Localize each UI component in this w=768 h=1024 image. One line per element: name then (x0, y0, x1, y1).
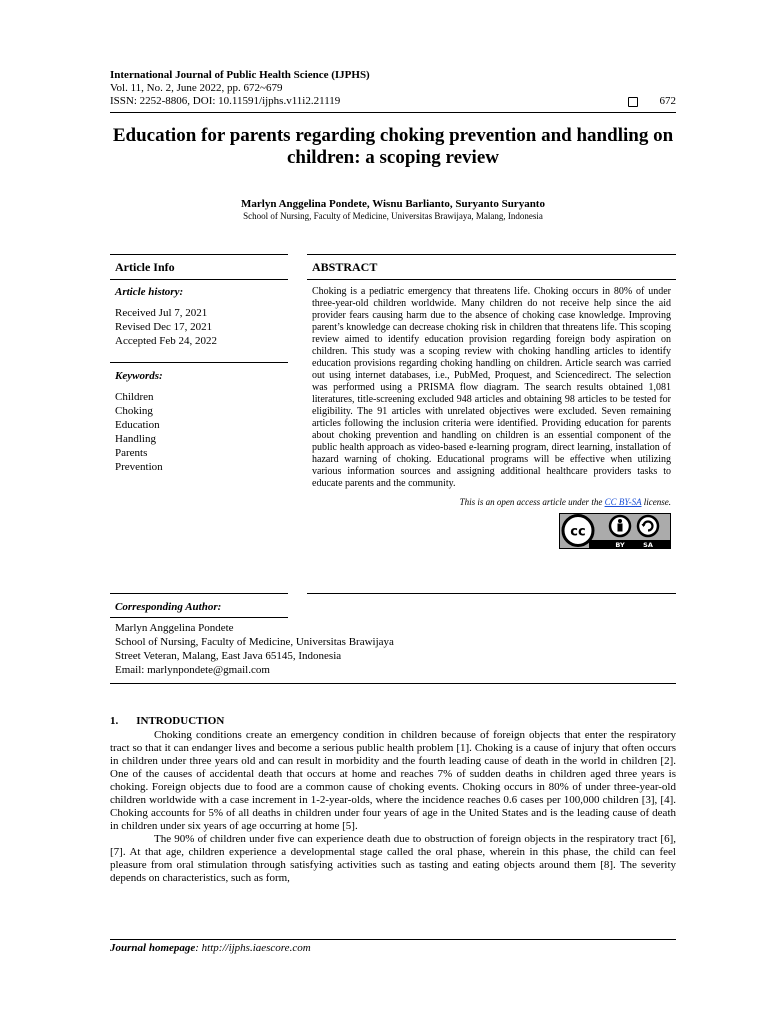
keywords-heading: Keywords: (115, 370, 163, 382)
keyword-item: Prevention (115, 461, 163, 473)
article-info-column (110, 254, 288, 474)
footer-divider (110, 939, 676, 940)
license-note (307, 490, 676, 507)
page-number: 672 (659, 95, 676, 107)
keyword-item: Parents (115, 447, 148, 459)
abstract-text: Choking is a pediatric emergency that threatens life. Choking occurs in 80% of under three-year-old children worldwide. Many children do not receive help since the aid provider fears causing harm due to the absence of choking case knowledge. Improving parent’s knowledge can decrease choking risk in children that threatens life. This scoping review aimed to identify education provision regarding foreign body aspiration on children. This study was a scoping review with choking handling articles to identify education provisions regarding choking handling on children. Article search was carried out using internet databases, i.e., PubMed, Proquest, and Sciencedirect. The selection was performed using a PRISMA flow diagram. The search results obtained 1,081 literatures, title-screening excluded 948 articles and obtaining 98 articles to be tested for eligibility. The 91 articles with unrelated objectives were excluded. Seven remaining articles following the inclusion criteria were identified. Providing education for parents about choking prevention and handling on children is an essential component of the public health approach as video-based e-learning program, direct learning, installation of hazard warning of choking. Educational programs will be effective when utilizing various information sources and assigning additional healthcare providers tasks to educate parents and the community. (312, 286, 671, 489)
journal-footer (110, 942, 311, 954)
article-info-heading: Article Info (115, 260, 175, 274)
cc-by-sa-badge-icon[interactable] (559, 513, 671, 549)
author-list: Marlyn Anggelina Pondete, Wisnu Barlianto, Suryanto Suryanto (241, 198, 545, 210)
introduction-section (110, 715, 676, 885)
corresponding-author (110, 597, 676, 677)
affiliation: School of Nursing, Faculty of Medicine, Universitas Brawijaya, Malang, Indonesia (243, 211, 543, 221)
section-number: 1. (110, 715, 119, 727)
keyword-list (110, 388, 288, 474)
author-email: Email: marlynpondete@gmail.com (115, 664, 270, 676)
intro-paragraph-2: The 90% of children under five can experience death due to obstruction of foreign objects in the respiratory tract [6], [7]. At that age, children experience a developmental stage called the oral phase, wherein in this phase, the child can feel pleasure from oral stimulation through satisfying activities such as tasting and eating objects around them [8]. The severity depends on characteristics, such as form, (110, 833, 676, 884)
keyword-item: Children (115, 391, 154, 403)
issn-doi: ISSN: 2252-8806, DOI: 10.11591/ijphs.v11i2.21119 (110, 95, 341, 107)
revised-date: Revised Dec 17, 2021 (115, 321, 213, 333)
svg-text:cc: cc (570, 524, 586, 540)
corresponding-divider (110, 683, 676, 684)
cc-sa-label: SA (643, 541, 653, 549)
paper-title: Education for parents regarding choking prevention and handling on children: a scoping review (112, 125, 674, 168)
journal-header (110, 69, 676, 108)
received-date: Received Jul 7, 2021 (115, 307, 208, 319)
keyword-item: Education (115, 419, 160, 431)
article-history (110, 304, 288, 348)
volume-info: Vol. 11, No. 2, June 2022, pp. 672~679 (110, 82, 283, 94)
cc-by-label: BY (615, 541, 625, 549)
keyword-item: Handling (115, 433, 156, 445)
intro-paragraph-1: Choking conditions create an emergency condition in children because of foreign objects that enter the respiratory tract so that it can endanger lives and become a serious public health problem [1]. Choking is a cause of injury that often occurs in children under three years old and can result in morbidity and the fourth leading cause of death in the world in children [2]. One of the causes of accidental death that occurs at home and reaches 7% of sudden deaths in children aged three years is choking. Foreign objects due to food are a common cause of choking events. Choking occurs in 80% of under three-year-old children worldwide with a case increment in 1-2-year-olds, where the incidence reaches 0.6 cases per 100,000 children [3], [4]. Choking accounts for 5% of all deaths in children under four years of age in the United States and is the leading cause of death in children under six years of age occurring at home [5]. (110, 729, 676, 832)
author-name: Marlyn Anggelina Pondete (115, 622, 234, 634)
license-suffix: license. (643, 497, 671, 507)
homepage-label: Journal homepage (110, 942, 196, 954)
article-history-heading: Article history: (115, 286, 184, 298)
cc-by-sa-link[interactable]: CC BY-SA (604, 497, 642, 507)
accepted-date: Accepted Feb 24, 2022 (115, 335, 218, 347)
author-address: Street Veteran, Malang, East Java 65145, Indonesia (115, 650, 342, 662)
keyword-item: Choking (115, 405, 153, 417)
license-prefix: This is an open access article under the (459, 497, 603, 507)
abstract-heading: ABSTRACT (312, 260, 378, 274)
abstract-column (307, 254, 676, 549)
corresponding-heading: Corresponding Author: (115, 601, 222, 613)
section-heading: INTRODUCTION (136, 715, 225, 727)
header-divider (110, 112, 676, 113)
square-icon (628, 97, 638, 107)
homepage-url[interactable]: : http://ijphs.iaescore.com (195, 942, 311, 954)
journal-name: International Journal of Public Health Science (IJPHS) (110, 69, 370, 81)
author-school: School of Nursing, Faculty of Medicine, Universitas Brawijaya (115, 636, 394, 648)
